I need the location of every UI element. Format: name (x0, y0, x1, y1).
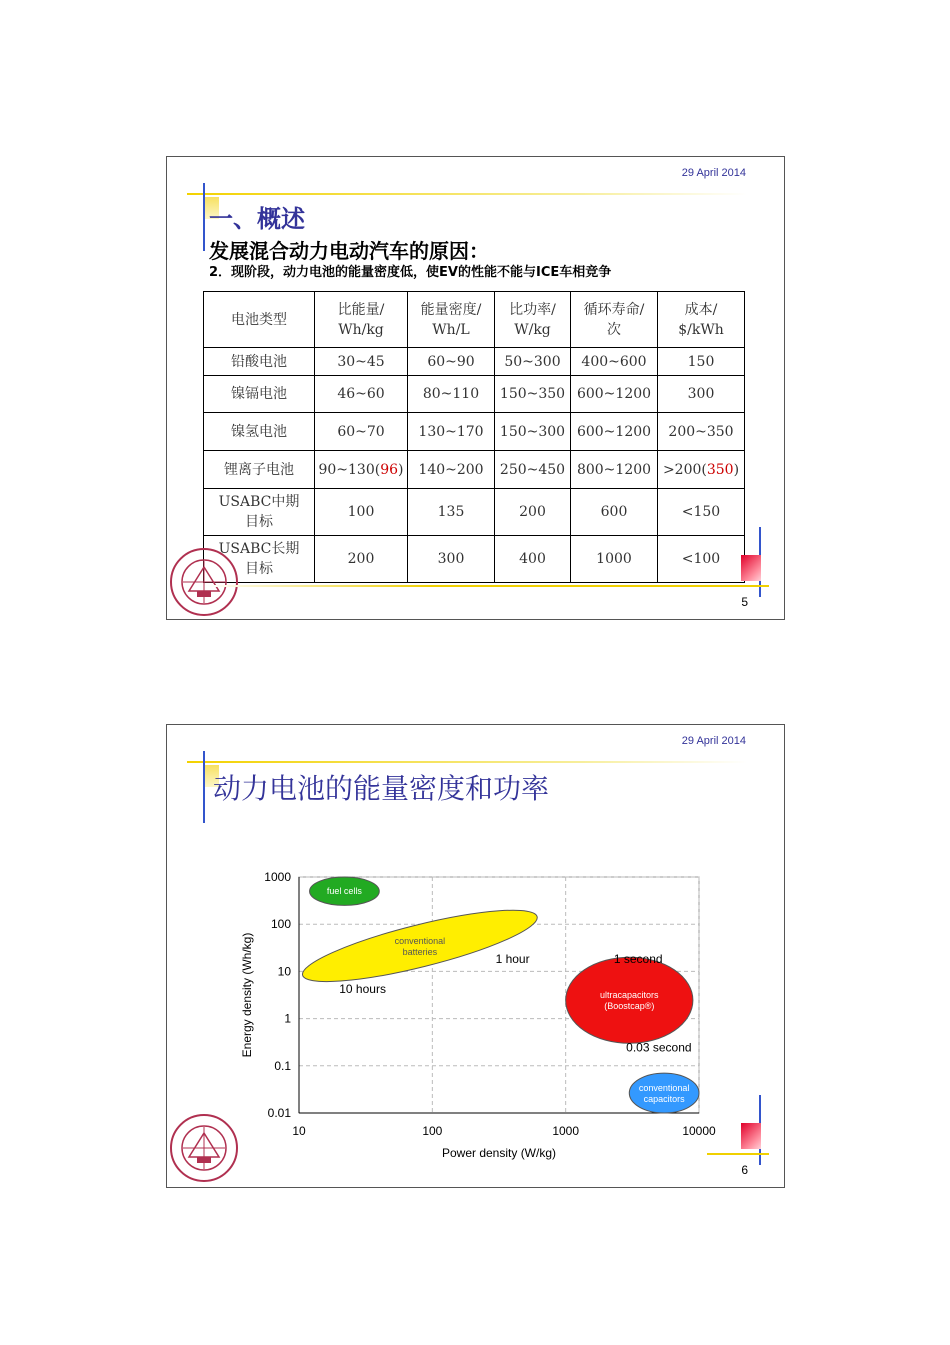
table-cell: 300 (658, 376, 745, 413)
header-rule (187, 761, 747, 763)
slide-title: 动力电池的能量密度和功率 (213, 772, 550, 805)
table-cell: 46~60 (315, 376, 408, 413)
header-cell: 比能量/ Wh/kg (315, 292, 408, 348)
header-cell: 比功率/ W/kg (495, 292, 571, 348)
table-cell: 250~450 (495, 451, 571, 489)
region-label: ultracapacitors (600, 990, 659, 1001)
table-cell: 镍镉电池 (204, 376, 315, 413)
y-tick-label: 0.1 (274, 1058, 291, 1073)
footer-accent-square (741, 1123, 761, 1149)
y-axis-label: Energy density (Wh/kg) (240, 932, 254, 1058)
slide-date: 29 April 2014 (681, 167, 746, 179)
table-cell: 140~200 (408, 451, 495, 489)
x-tick-label: 10000 (682, 1124, 716, 1138)
header-cell: 成本/ $/kWh (658, 292, 745, 348)
table-cell: 135 (408, 489, 495, 536)
table-cell: 60~90 (408, 348, 495, 376)
slide-date: 29 April 2014 (681, 735, 746, 747)
table-row (204, 413, 745, 451)
header-accent-bar (203, 751, 205, 823)
annotation-label: 10 hours (339, 981, 386, 996)
table-cell: 50~300 (495, 348, 571, 376)
table-cell: 镍氢电池 (204, 413, 315, 451)
y-tick-label: 10 (277, 964, 291, 979)
x-tick-label: 100 (422, 1124, 443, 1138)
chart-svg (227, 855, 727, 1175)
table-cell: 200 (495, 489, 571, 536)
table-row (204, 536, 745, 583)
region-label: (Boostcap®) (604, 1001, 655, 1012)
table-cell: 80~110 (408, 376, 495, 413)
page-number: 5 (741, 595, 748, 609)
table-cell: 600~1200 (571, 376, 658, 413)
table-cell: 400~600 (571, 348, 658, 376)
table-cell: 400 (495, 536, 571, 583)
table-cell: >200(350) (658, 451, 745, 489)
table-row (204, 376, 745, 413)
region-label: conventional (638, 1083, 690, 1094)
table-cell: 60~70 (315, 413, 408, 451)
table-row (204, 489, 745, 536)
x-tick-label: 10 (292, 1124, 306, 1138)
university-seal-icon (169, 547, 239, 617)
table-cell: 600~1200 (571, 413, 658, 451)
table-header-row (204, 292, 745, 348)
header-rule (187, 193, 747, 195)
table-cell: 90~130(96) (315, 451, 408, 489)
slide-title: 一、概述 (209, 205, 305, 233)
region-label: conventional (394, 935, 446, 946)
table-cell: 200~350 (658, 413, 745, 451)
battery-comparison-table (203, 291, 745, 583)
table-cell: 锂离子电池 (204, 451, 315, 489)
table-cell: 800~1200 (571, 451, 658, 489)
energy-power-chart (227, 855, 727, 1175)
header-cell: 电池类型 (204, 292, 315, 348)
table-cell: 150 (658, 348, 745, 376)
university-seal-icon (169, 1113, 239, 1183)
region-label: fuel cells (326, 886, 362, 897)
y-tick-label: 1000 (264, 870, 291, 884)
table-cell: 150~350 (495, 376, 571, 413)
slide-5 (166, 156, 785, 620)
table-cell: 100 (315, 489, 408, 536)
y-tick-label: 100 (270, 917, 291, 932)
table-row (204, 348, 745, 376)
y-tick-label: 0.01 (267, 1106, 291, 1120)
footer-accent-square (741, 555, 761, 581)
table-cell: 200 (315, 536, 408, 583)
slide-point: 2．现阶段，动力电池的能量密度低，使EV的性能不能与ICE车相竞争 (209, 265, 612, 280)
table-cell: USABC中期 目标 (204, 489, 315, 536)
region-label: capacitors (643, 1094, 685, 1105)
table-cell: <150 (658, 489, 745, 536)
slide-6 (166, 724, 785, 1188)
table-cell: <100 (658, 536, 745, 583)
region-label: batteries (402, 946, 438, 957)
table-cell: 600 (571, 489, 658, 536)
table-cell: 150~300 (495, 413, 571, 451)
footer-rule (707, 1153, 769, 1155)
header-cell: 能量密度/ Wh/L (408, 292, 495, 348)
annotation-label: 0.03 second (626, 1040, 692, 1055)
table-cell: USABC长期 目标 (204, 536, 315, 583)
table-cell: 30~45 (315, 348, 408, 376)
annotation-label: 1 hour (495, 952, 530, 967)
x-tick-label: 1000 (552, 1124, 580, 1138)
slide-subtitle: 发展混合动力电动汽车的原因： (209, 239, 489, 263)
table-cell: 300 (408, 536, 495, 583)
header-cell: 循环寿命/ 次 (571, 292, 658, 348)
x-axis-label: Power density (W/kg) (441, 1146, 557, 1160)
page-number: 6 (741, 1163, 748, 1177)
table-cell: 130~170 (408, 413, 495, 451)
table-row (204, 451, 745, 489)
table-cell: 铅酸电池 (204, 348, 315, 376)
footer-rule (207, 585, 769, 587)
table-cell: 1000 (571, 536, 658, 583)
annotation-label: 1 second (613, 952, 663, 967)
y-tick-label: 1 (284, 1011, 291, 1026)
